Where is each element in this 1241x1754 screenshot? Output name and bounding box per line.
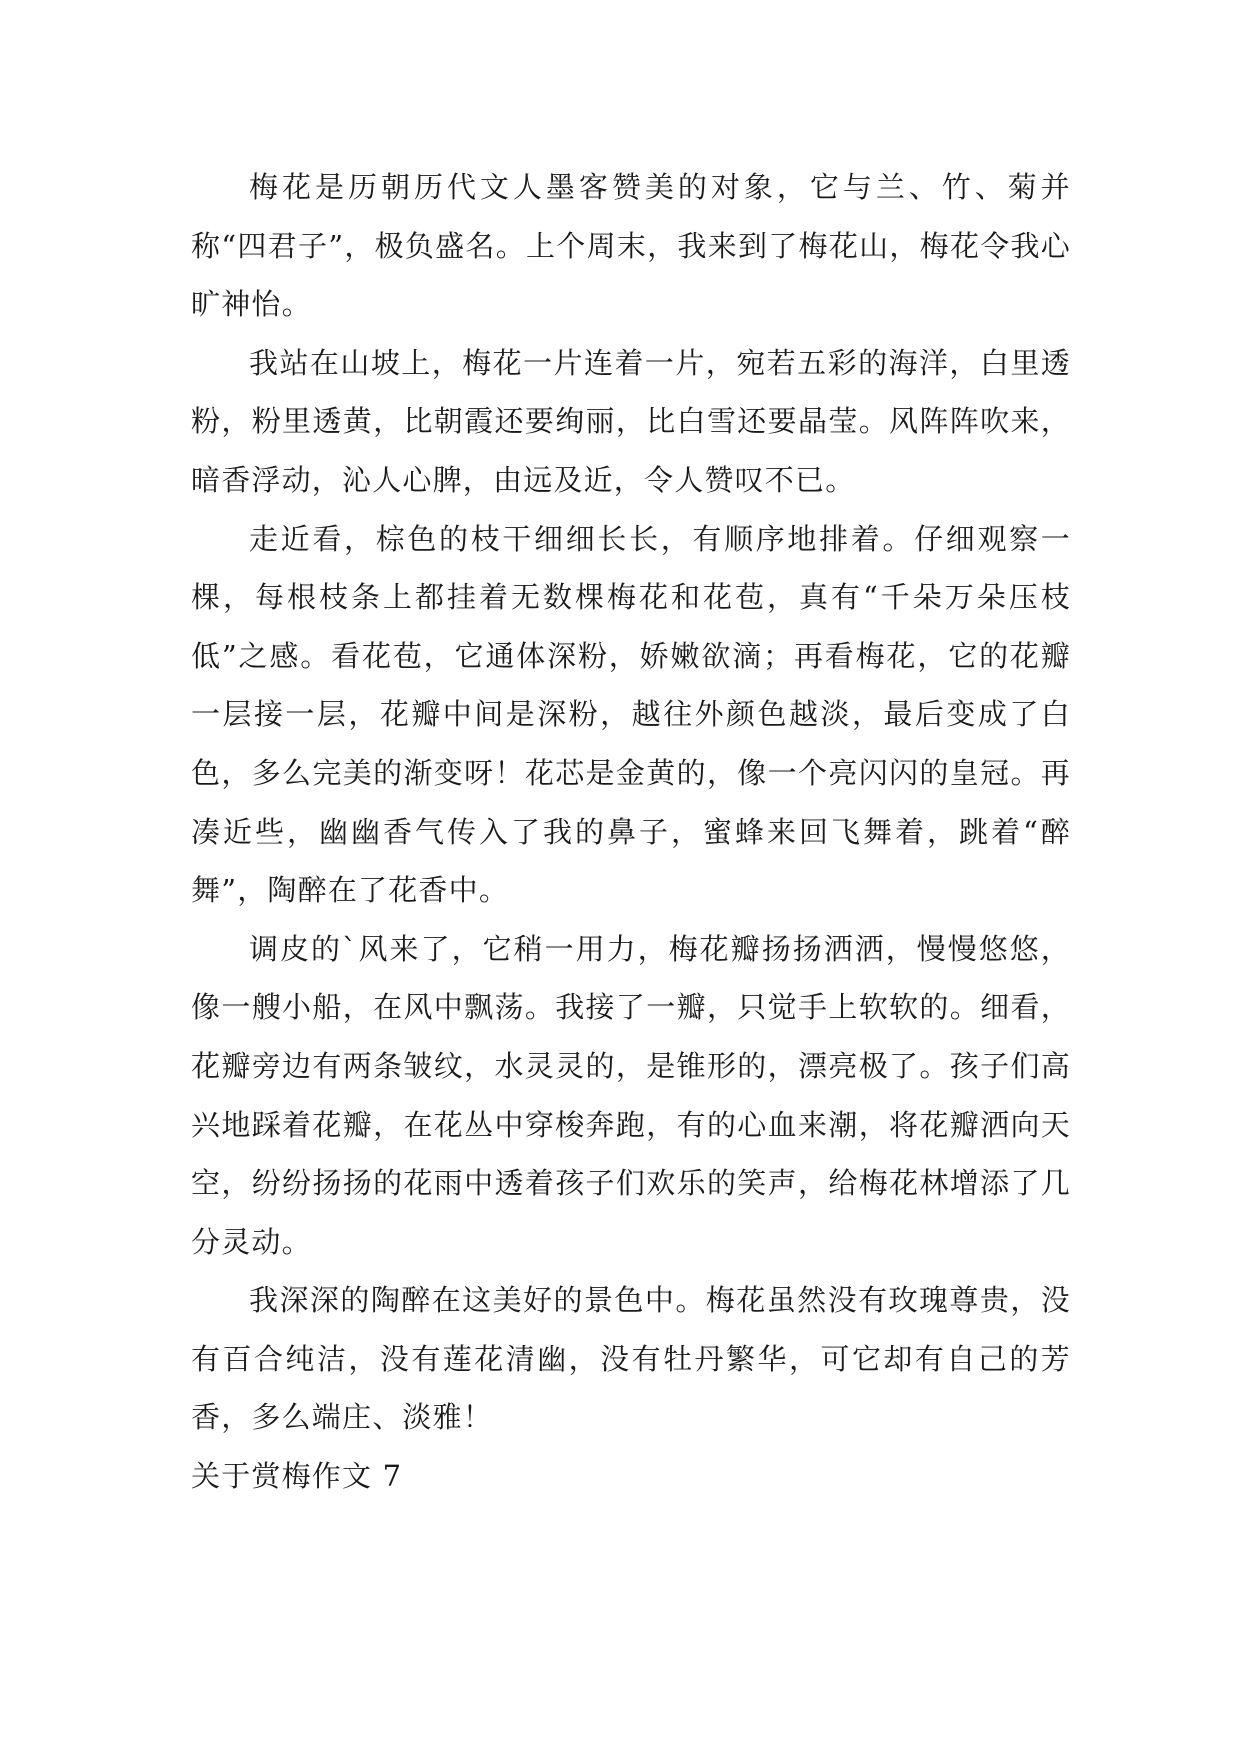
paragraph-3: 走近看，棕色的枝干细细长长，有顺序地排着。仔细观察一棵，每根枝条上都挂着无数棵梅花和花苞，真有“千朵万朵压枝低”之感。看花苞，它通体深粉，娇嫩欲滴；再看梅花，它的花瓣一层接一层，花瓣中间是深粉，越往外颜色越淡，最后变成了白色，多么完美的渐变呀！花芯是金黄的，像一个亮闪闪的皇冠。再凑近些，幽幽香气传入了我的鼻子，蜜蜂来回飞舞着，跳着“醉舞”，陶醉在了花香中。: [191, 521, 1071, 908]
paragraph-2: 我站在山坡上，梅花一片连着一片，宛若五彩的海洋，白里透粉，粉里透黄，比朝霞还要绚丽，比白雪还要晶莹。风阵阵吹来，暗香浮动，沁人心脾，由远及近，令人赞叹不已。: [191, 345, 1071, 497]
section-heading: 关于赏梅作文 7: [191, 1459, 403, 1494]
paragraph-4: 调皮的`风来了，它稍一用力，梅花瓣扬扬洒洒，慢慢悠悠，像一艘小船，在风中飘荡。我接了一瓣，只觉手上软软的。细看，花瓣旁边有两条皱纹，水灵灵的，是锥形的，漂亮极了。孩子们高兴地踩着花瓣，在花丛中穿梭奔跑，有的心血来潮，将花瓣洒向天空，纷纷扬扬的花雨中透着孩子们欢乐的笑声，给梅花林增添了几分灵动。: [191, 931, 1071, 1259]
document-body: [191, 158, 1071, 1506]
paragraph-5: 我深深的陶醉在这美好的景色中。梅花虽然没有玫瑰尊贵，没有百合纯洁，没有莲花清幽，没有牡丹繁华，可它却有自己的芳香，多么端庄、淡雅！: [191, 1283, 1071, 1435]
paragraph-1: 梅花是历朝历代文人墨客赞美的对象，它与兰、竹、菊并称“四君子”，极负盛名。上个周末，我来到了梅花山，梅花令我心旷神怡。: [191, 170, 1071, 322]
